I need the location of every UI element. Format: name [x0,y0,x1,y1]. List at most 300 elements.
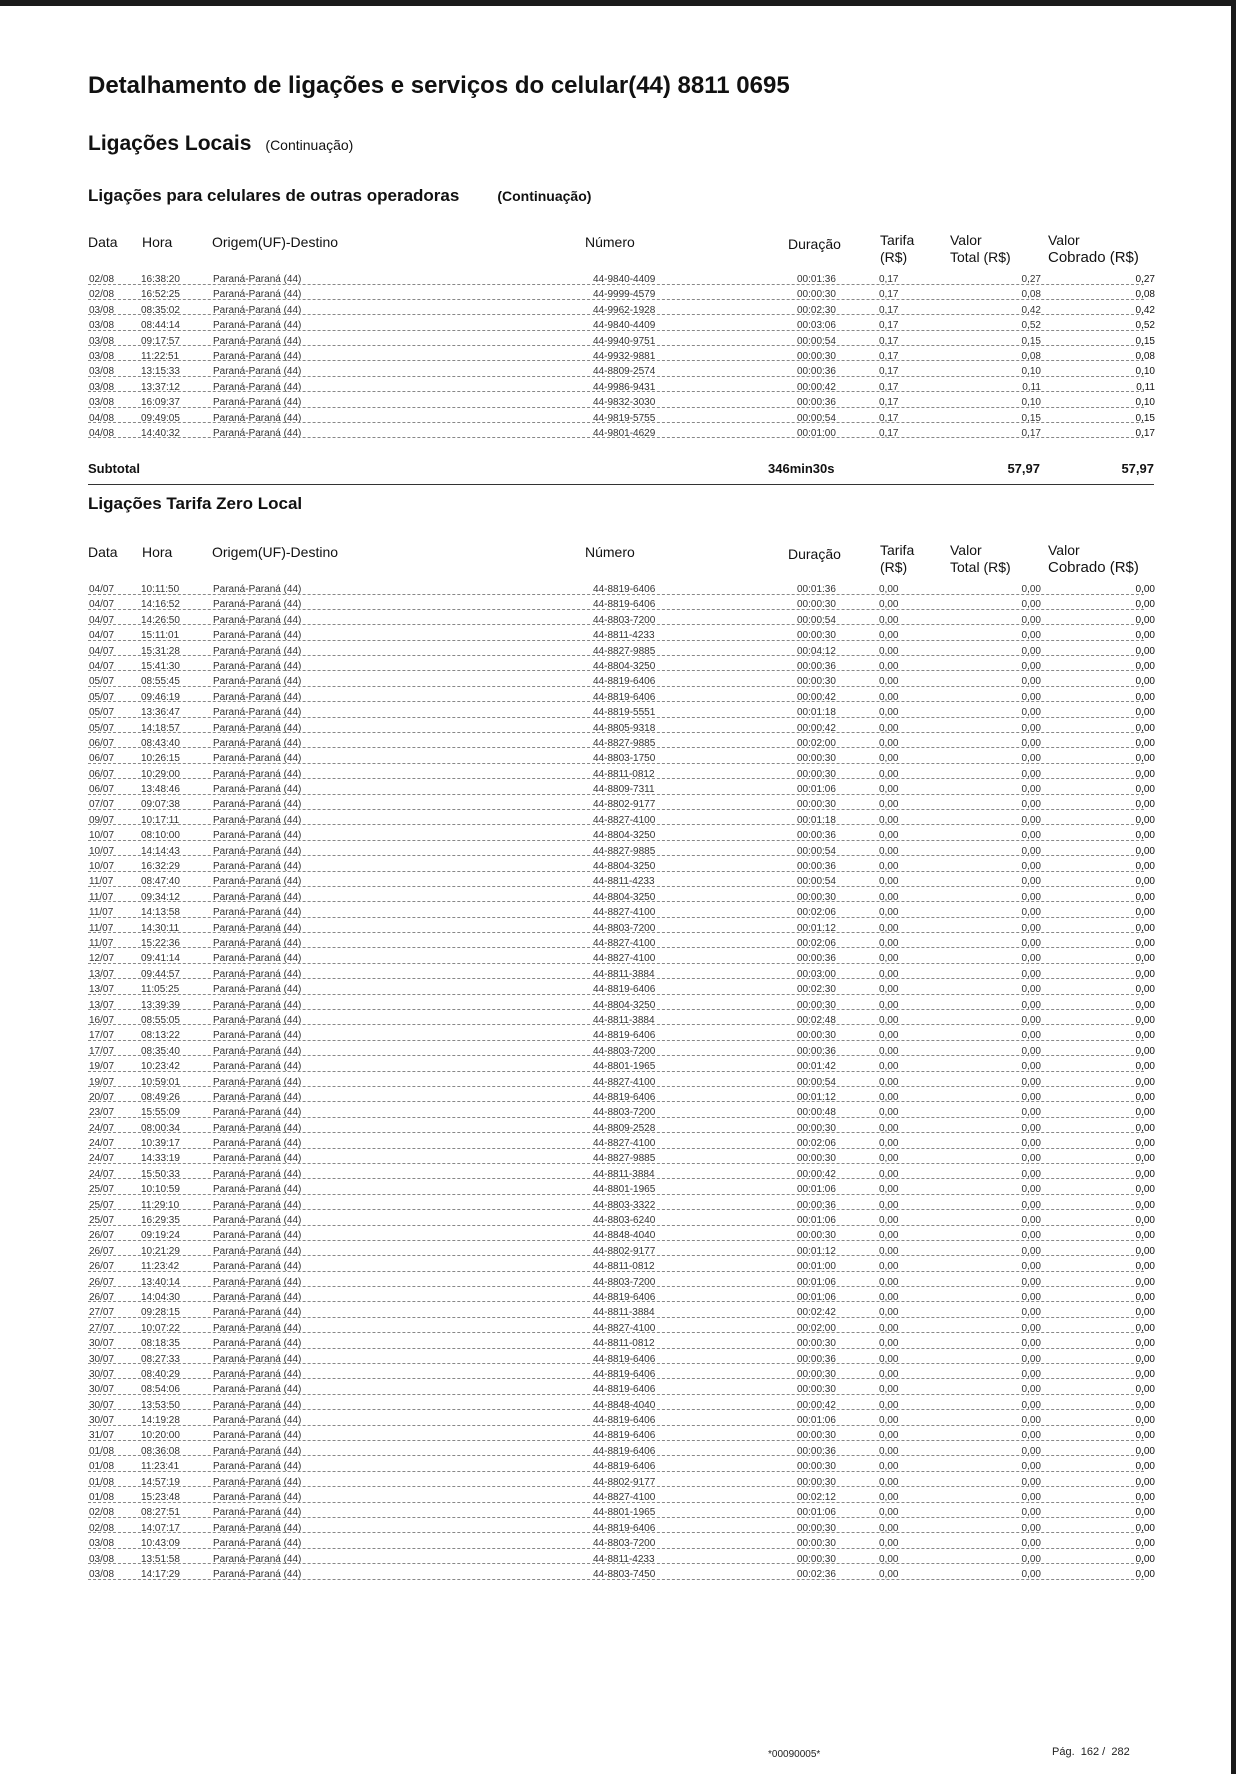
cell-tarifa: 0,00 [879,1153,899,1165]
cell-valor-cobrado: 0,00 [1098,861,1156,872]
table-row [88,1291,1154,1306]
cell-valor-total: 0,00 [996,1338,1042,1349]
cell-origem: Paraná-Paraná (44) [213,922,302,934]
cell-origem: Paraná-Paraná (44) [213,1569,302,1580]
cell-hora: 10:29:00 [141,768,180,780]
cell-tarifa: 0,00 [879,676,899,688]
cell-hora: 16:32:29 [141,861,180,873]
cell-hora: 09:19:24 [141,1230,180,1242]
cell-tarifa: 0,00 [879,907,899,919]
cell-valor-total: 0,00 [996,923,1042,934]
table-row [88,427,1154,442]
cell-valor-total: 0,08 [996,351,1042,362]
cell-origem: Paraná-Paraná (44) [213,1215,302,1227]
cell-data: 24/07 [89,1153,115,1165]
cell-origem: Paraná-Paraná (44) [213,584,302,595]
table-row [88,906,1154,921]
cell-hora: 08:47:40 [141,876,180,888]
cell-valor-cobrado: 0,00 [1098,1338,1156,1349]
cell-duracao: 00:02:06 [797,907,836,919]
table-row [88,1522,1154,1537]
cell-origem: Paraná-Paraná (44) [213,289,302,301]
table-row [88,737,1154,752]
cell-tarifa: 0,00 [879,1307,899,1319]
cell-duracao: 00:00:36 [797,1045,836,1057]
cell-origem: Paraná-Paraná (44) [213,350,302,362]
col-header-origem: Origem(UF)-Destino [212,234,339,250]
cell-tarifa: 0,00 [879,1476,899,1488]
cell-numero: 44-8827-4100 [593,1138,656,1150]
col-header-hora: Hora [142,544,173,560]
cell-valor-total: 0,00 [996,1184,1042,1195]
cell-valor-total: 0,00 [996,1046,1042,1057]
cell-data: 04/07 [89,584,115,595]
cell-valor-cobrado: 0,00 [1098,938,1156,949]
cell-numero: 44-8827-4100 [593,1492,656,1504]
cell-numero: 44-8848-4040 [593,1399,656,1411]
cell-numero: 44-8801-1965 [593,1507,656,1519]
cell-numero: 44-8801-1965 [593,1184,656,1196]
table-row [88,891,1154,906]
cell-data: 26/07 [89,1261,115,1273]
cell-origem: Paraná-Paraná (44) [213,1291,302,1303]
cell-valor-cobrado: 0,00 [1098,1507,1156,1518]
table-row [88,1276,1154,1291]
cell-origem: Paraná-Paraná (44) [213,1399,302,1411]
cell-numero: 44-8827-4100 [593,814,656,826]
cell-valor-total: 0,00 [996,676,1042,687]
cell-valor-cobrado: 0,00 [1098,1123,1156,1134]
cell-origem: Paraná-Paraná (44) [213,1091,302,1103]
cell-origem: Paraná-Paraná (44) [213,1199,302,1211]
cell-origem: Paraná-Paraná (44) [213,1261,302,1273]
cell-origem: Paraná-Paraná (44) [213,366,302,378]
cell-valor-total: 0,00 [996,1230,1042,1241]
cell-origem: Paraná-Paraná (44) [213,1153,302,1165]
cell-hora: 10:17:11 [141,814,180,826]
cell-valor-total: 0,00 [996,861,1042,872]
table-row [88,304,1154,319]
cell-numero: 44-8811-3884 [593,968,655,980]
cell-data: 25/07 [89,1199,115,1211]
cell-hora: 10:59:01 [141,1076,180,1088]
cell-numero: 44-9840-4409 [593,274,656,285]
cell-tarifa: 0,00 [879,968,899,980]
table-row [88,1460,1154,1475]
cell-origem: Paraná-Paraná (44) [213,799,302,811]
table-row [88,1353,1154,1368]
cell-hora: 14:14:43 [141,845,180,857]
cell-data: 03/08 [89,350,115,362]
table-row [88,583,1154,598]
table-row [88,1060,1154,1075]
cell-valor-total: 0,10 [996,397,1042,408]
cell-numero: 44-8827-4100 [593,1322,656,1334]
cell-data: 31/07 [89,1430,115,1442]
cell-valor-cobrado: 0,00 [1098,815,1156,826]
cell-valor-total: 0,00 [996,1200,1042,1211]
cell-valor-cobrado: 0,00 [1098,907,1156,918]
cell-tarifa: 0,00 [879,1276,899,1288]
section-title [88,132,353,156]
cell-hora: 08:40:29 [141,1368,180,1380]
cell-valor-cobrado: 0,00 [1098,1046,1156,1057]
cell-duracao: 00:00:54 [797,876,836,888]
cell-tarifa: 0,00 [879,861,899,873]
cell-hora: 08:10:00 [141,830,180,842]
table-row [88,706,1154,721]
cell-data: 16/07 [89,1014,115,1026]
cell-hora: 16:38:20 [141,274,180,285]
cell-hora: 09:34:12 [141,891,180,903]
cell-tarifa: 0,00 [879,1184,899,1196]
cell-tarifa: 0,17 [879,335,899,347]
cell-duracao: 00:01:18 [797,707,836,719]
table-row [88,1076,1154,1091]
table-row [88,1306,1154,1321]
cell-duracao: 00:01:06 [797,1276,836,1288]
cell-tarifa: 0,00 [879,1368,899,1380]
cell-valor-total: 0,00 [996,723,1042,734]
cell-data: 07/07 [89,799,115,811]
cell-valor-total: 0,00 [996,1061,1042,1072]
cell-valor-cobrado: 0,00 [1098,953,1156,964]
cell-valor-cobrado: 0,00 [1098,584,1156,595]
cell-data: 11/07 [89,876,114,888]
cell-numero: 44-8803-7200 [593,1538,656,1550]
cell-origem: Paraná-Paraná (44) [213,1553,302,1565]
cell-numero: 44-8804-3250 [593,999,656,1011]
cell-data: 23/07 [89,1107,115,1119]
cell-duracao: 00:01:42 [797,1061,836,1073]
cell-origem: Paraná-Paraná (44) [213,876,302,888]
cell-hora: 14:18:57 [141,722,180,734]
cell-numero: 44-8827-4100 [593,953,656,965]
table-row [88,1183,1154,1198]
document-code: *00090005* [768,1749,821,1760]
cell-duracao: 00:00:30 [797,753,836,765]
cell-tarifa: 0,00 [879,814,899,826]
cell-valor-cobrado: 0,00 [1098,784,1156,795]
cell-tarifa: 0,00 [879,891,899,903]
cell-data: 05/07 [89,722,115,734]
cell-numero: 44-9986-9431 [593,381,656,393]
cell-origem: Paraná-Paraná (44) [213,427,302,439]
cell-numero: 44-8804-3250 [593,660,656,672]
cell-numero: 44-8819-6406 [593,1368,656,1380]
cell-duracao: 00:03:00 [797,968,836,980]
table-row [88,396,1154,411]
cell-numero: 44-9840-4409 [593,320,656,332]
table-row [88,1106,1154,1121]
cell-origem: Paraná-Paraná (44) [213,1122,302,1134]
cell-origem: Paraná-Paraná (44) [213,1461,302,1473]
cell-tarifa: 0,00 [879,660,899,672]
table-row [88,860,1154,875]
cell-hora: 10:26:15 [141,753,180,765]
table-row [88,1414,1154,1429]
table-row [88,1368,1154,1383]
cell-valor-total: 0,00 [996,1015,1042,1026]
cell-duracao: 00:00:54 [797,412,836,424]
cell-numero: 44-8803-7200 [593,1107,656,1119]
cell-duracao: 00:00:48 [797,1107,836,1119]
cell-origem: Paraná-Paraná (44) [213,1430,302,1442]
cell-duracao: 00:00:54 [797,614,836,626]
cell-numero: 44-8819-6406 [593,1384,656,1396]
cell-tarifa: 0,00 [879,1507,899,1519]
cell-valor-cobrado: 0,00 [1098,799,1156,810]
cell-origem: Paraná-Paraná (44) [213,1322,302,1334]
cell-valor-total: 0,00 [996,1369,1042,1380]
cell-hora: 14:30:11 [141,922,180,934]
cell-valor-total: 0,00 [996,1461,1042,1472]
cell-hora: 08:55:45 [141,676,180,688]
cell-hora: 13:15:33 [141,366,180,378]
col-header-valor-cobrado [1048,232,1154,266]
cell-valor-cobrado: 0,08 [1098,289,1156,300]
cell-numero: 44-8802-9177 [593,1245,656,1257]
cell-tarifa: 0,00 [879,1338,899,1350]
table-row [88,1399,1154,1414]
cell-origem: Paraná-Paraná (44) [213,320,302,332]
cell-tarifa: 0,00 [879,1430,899,1442]
cell-numero: 44-8811-0812 [593,1261,655,1273]
cell-hora: 08:35:40 [141,1045,180,1057]
cell-numero: 44-8802-9177 [593,799,656,811]
table-row [88,1199,1154,1214]
cell-valor-cobrado: 0,00 [1098,1461,1156,1472]
cell-tarifa: 0,00 [879,1492,899,1504]
cell-hora: 09:28:15 [141,1307,180,1319]
cell-origem: Paraná-Paraná (44) [213,1338,302,1350]
cell-numero: 44-8819-6406 [593,584,656,595]
cell-hora: 10:11:50 [141,584,180,595]
cell-hora: 13:51:58 [141,1553,180,1565]
cell-tarifa: 0,17 [879,350,899,362]
cell-numero: 44-8803-7200 [593,1045,656,1057]
cell-data: 05/07 [89,676,115,688]
cell-valor-cobrado: 0,00 [1098,1107,1156,1118]
cell-origem: Paraná-Paraná (44) [213,953,302,965]
cell-valor-total: 0,00 [996,953,1042,964]
cell-valor-total: 0,00 [996,969,1042,980]
cell-origem: Paraná-Paraná (44) [213,1230,302,1242]
page-label: Pág. [1052,1746,1075,1758]
col-header-valor-cobrado-sub: Cobrado (R$) [1048,249,1139,266]
cell-valor-total: 0,00 [996,799,1042,810]
cell-duracao: 00:01:00 [797,1261,836,1273]
cell-origem: Paraná-Paraná (44) [213,630,302,642]
cell-duracao: 00:01:06 [797,784,836,796]
table-row [88,1137,1154,1152]
cell-valor-total: 0,10 [996,366,1042,377]
cell-numero: 44-8819-6406 [593,599,656,611]
cell-numero: 44-8819-6406 [593,1353,656,1365]
cell-tarifa: 0,00 [879,999,899,1011]
cell-hora: 10:23:42 [141,1061,180,1073]
table-row [88,814,1154,829]
cell-valor-cobrado: 0,00 [1098,1261,1156,1272]
table-row [88,999,1154,1014]
cell-data: 03/08 [89,1553,115,1565]
cell-hora: 15:41:30 [141,660,180,672]
cell-numero: 44-8803-7200 [593,614,656,626]
cell-data: 03/08 [89,366,115,378]
cell-valor-total: 0,00 [996,846,1042,857]
cell-duracao: 00:02:30 [797,984,836,996]
cell-hora: 14:26:50 [141,614,180,626]
cell-data: 24/07 [89,1122,115,1134]
cell-valor-cobrado: 0,00 [1098,692,1156,703]
cell-data: 12/07 [89,953,115,965]
cell-tarifa: 0,00 [879,691,899,703]
cell-tarifa: 0,00 [879,1014,899,1026]
cell-tarifa: 0,00 [879,1445,899,1457]
cell-valor-cobrado: 0,00 [1098,1184,1156,1195]
cell-data: 01/08 [89,1492,115,1504]
cell-data: 03/08 [89,335,115,347]
cell-valor-total: 0,00 [996,1538,1042,1549]
cell-numero: 44-8811-0812 [593,1338,655,1350]
cell-valor-cobrado: 0,00 [1098,599,1156,610]
cell-origem: Paraná-Paraná (44) [213,304,302,316]
cell-duracao: 00:02:00 [797,1322,836,1334]
cell-tarifa: 0,17 [879,412,899,424]
cell-valor-cobrado: 0,00 [1098,1307,1156,1318]
table-row [88,629,1154,644]
cell-valor-cobrado: 0,00 [1098,1477,1156,1488]
cell-numero: 44-8819-6406 [593,676,656,688]
cell-numero: 44-8827-4100 [593,907,656,919]
cell-numero: 44-8827-9885 [593,737,656,749]
cell-tarifa: 0,17 [879,274,899,285]
cell-data: 25/07 [89,1215,115,1227]
table-row [88,645,1154,660]
cell-duracao: 00:00:42 [797,1168,836,1180]
col-header-numero: Número [585,234,635,250]
cell-tarifa: 0,00 [879,1245,899,1257]
cell-valor-cobrado: 0,00 [1098,723,1156,734]
cell-origem: Paraná-Paraná (44) [213,1492,302,1504]
cell-duracao: 00:00:36 [797,861,836,873]
cell-data: 25/07 [89,1184,115,1196]
cell-data: 10/07 [89,845,115,857]
cell-hora: 13:39:39 [141,999,180,1011]
cell-numero: 44-8819-6406 [593,1091,656,1103]
page-number: Pág. 162 / 282 [1052,1746,1130,1758]
table-row [88,691,1154,706]
cell-valor-total: 0,00 [996,1400,1042,1411]
cell-tarifa: 0,00 [879,707,899,719]
cell-tarifa: 0,17 [879,289,899,301]
cell-valor-cobrado: 0,00 [1098,1015,1156,1026]
cell-numero: 44-8811-3884 [593,1307,655,1319]
cell-valor-total: 0,00 [996,1415,1042,1426]
cell-valor-cobrado: 0,00 [1098,676,1156,687]
cell-data: 27/07 [89,1307,115,1319]
cell-valor-total: 0,00 [996,876,1042,887]
table-row [88,952,1154,967]
cell-duracao: 00:03:06 [797,320,836,332]
cell-origem: Paraná-Paraná (44) [213,814,302,826]
cell-numero: 44-8811-4233 [593,1553,655,1565]
cell-tarifa: 0,00 [879,1553,899,1565]
cell-numero: 44-8809-2528 [593,1122,656,1134]
cell-numero: 44-8819-6406 [593,691,656,703]
cell-numero: 44-8804-3250 [593,830,656,842]
cell-duracao: 00:00:30 [797,350,836,362]
col-header-valor-cobrado-label: Valor [1048,232,1080,248]
col-header-data: Data [88,544,118,560]
cell-origem: Paraná-Paraná (44) [213,861,302,873]
cell-valor-total: 0,00 [996,1246,1042,1257]
cell-valor-cobrado: 0,00 [1098,753,1156,764]
cell-valor-total: 0,00 [996,1492,1042,1503]
cell-hora: 15:55:09 [141,1107,180,1119]
cell-origem: Paraná-Paraná (44) [213,1030,302,1042]
table-row [88,350,1154,365]
table-row [88,1337,1154,1352]
cell-hora: 08:36:08 [141,1445,180,1457]
section-continuation: (Continuação) [265,137,354,153]
table-row [88,1152,1154,1167]
cell-numero: 44-9832-3030 [593,397,656,409]
cell-numero: 44-8827-9885 [593,845,656,857]
cell-valor-cobrado: 0,10 [1098,397,1156,408]
cell-origem: Paraná-Paraná (44) [213,968,302,980]
col-header-duracao: Duração [788,546,841,562]
cell-numero: 44-8819-6406 [593,1030,656,1042]
cell-numero: 44-8811-0812 [593,768,655,780]
cell-duracao: 00:00:36 [797,1353,836,1365]
cell-origem: Paraná-Paraná (44) [213,1107,302,1119]
cell-valor-cobrado: 0,00 [1098,661,1156,672]
cell-valor-total: 0,00 [996,707,1042,718]
cell-valor-total: 0,00 [996,1092,1042,1103]
table-row [88,1429,1154,1444]
cell-numero: 44-8819-6406 [593,1461,656,1473]
cell-valor-total: 0,00 [996,1169,1042,1180]
cell-tarifa: 0,00 [879,1199,899,1211]
cell-valor-total: 0,00 [996,1477,1042,1488]
cell-duracao: 00:00:30 [797,1230,836,1242]
cell-origem: Paraná-Paraná (44) [213,1076,302,1088]
cell-hora: 14:16:52 [141,599,180,611]
table2-header [88,542,1154,580]
cell-tarifa: 0,17 [879,427,899,439]
cell-duracao: 00:00:54 [797,335,836,347]
cell-duracao: 00:01:12 [797,922,836,934]
cell-origem: Paraná-Paraná (44) [213,937,302,949]
col-header-valor-total-label: Valor [950,232,982,248]
col-header-valor-total-sub: Total (R$) [950,559,1011,575]
table-row [88,1445,1154,1460]
col-header-tarifa-label: Tarifa [880,232,915,248]
cell-tarifa: 0,17 [879,366,899,378]
table-row [88,335,1154,350]
cell-hora: 15:23:48 [141,1492,180,1504]
cell-valor-total: 0,00 [996,615,1042,626]
cell-valor-total: 0,17 [996,428,1042,439]
cell-valor-cobrado: 0,00 [1098,1538,1156,1549]
cell-tarifa: 0,00 [879,1415,899,1427]
cell-numero: 44-8803-6240 [593,1215,656,1227]
cell-origem: Paraná-Paraná (44) [213,768,302,780]
cell-hora: 13:53:50 [141,1399,180,1411]
cell-origem: Paraná-Paraná (44) [213,691,302,703]
cell-numero: 44-8827-9885 [593,645,656,657]
